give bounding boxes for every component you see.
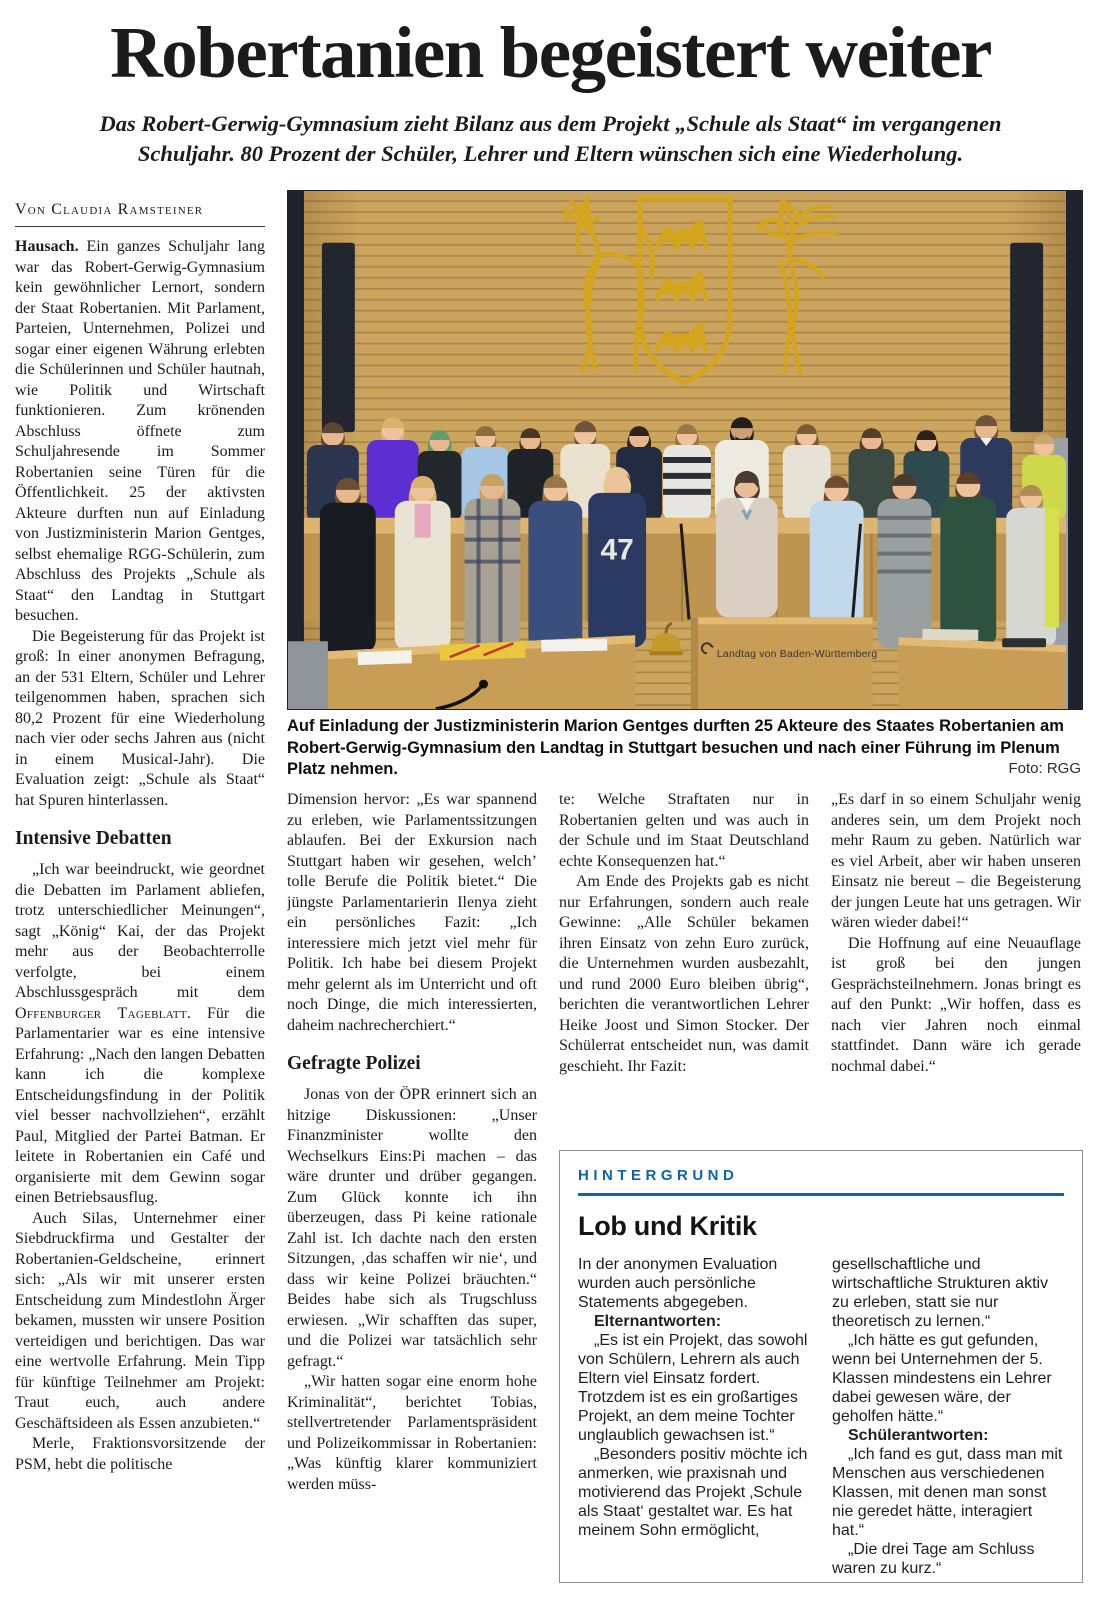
subheadline: Das Robert-Gerwig-Gymnasium zieht Bilanz aus dem Projekt „Schule als Staat“ im vergangenen Schuljahr. 80 Prozent der Schüler, Lehrer und Eltern wünschen sich eine Wiederholung. [99,111,1002,166]
article-paragraph: „Es darf in so einem Schuljahr wenig anderes sein, um dem Projekt noch mehr Raum zu geben. Natürlich war es viel Arbeit, aber wir haben unseren Einsatz nie bereut – die Begeisterung der jungen Leute hat uns getragen. Wir wären wieder dabei!“ [831,791,1081,931]
box-title: Lob und Kritik [578,1210,757,1241]
box-paragraph: In der anonymen Evaluation wurden auch persönliche Statements abgegeben. [578,1255,778,1311]
article-paragraph: te: Welche Straftaten nur in Robertanien gelten und was auch in der Schule und im Staat Deutschland echte Konsequenzen hat.“ [559,791,809,870]
kicker-rule [578,1193,1064,1196]
article-paragraph: Die Begeisterung für das Projekt ist groß: In einer anonymen Befragung, an der 531 Eltern, Schüler und Lehrer teilgenommen haben, sprachen sich 80,2 Prozent für eine Wiederholung nach vier oder sechs Jahren aus (nicht in einem Musical-Jahr). Die Evaluation zeigt: „Schule als Staat“ hat Spuren hinterlassen. [15,627,265,809]
left-speaker-panel [322,243,355,432]
byline: Von Claudia Ramsteiner [15,201,265,227]
lectern [691,617,877,709]
page-title: Robertanien begeistert weiter [110,12,991,93]
article-paragraph: Am Ende des Projekts gab es nicht nur Erfahrungen, sondern auch reale Gewinne: „Alle Schüler bekamen ihren Einsatz von zehn Euro zurück, die Unternehmen wurden ausbezahlt, und rund 2000 Euro bleiben übrig“, berichten die verantwortlichen Lehrer Heike Joost und Simon Stocker. Der Schülerrat entscheidet nun, was damit geschieht. Ihr Fazit: [559,873,809,1075]
article-photo [287,190,1083,710]
box-label: Elternantworten: [594,1312,722,1330]
person-figure [465,474,521,648]
box-kicker: HINTERGRUND [578,1167,739,1184]
article-column-1 [15,237,265,1603]
article-paragraph: „Wir hatten sogar eine enorm hohe Kriminalität“, berichtet Tobias, stellvertretender Parlamentspräsident und Polizeikommissar in Robertanien: „Was künftig klarer kommuniziert werden müss- [287,1373,537,1493]
section-subhead: Intensive Debatten [15,828,172,849]
box-label: Schülerantworten: [848,1426,989,1444]
box-paragraph: gesellschaftliche und wirtschaftliche Strukturen aktiv zu erleben, statt sie nur theoretisch zu lernen.“ [832,1255,1049,1330]
person-figure [528,476,582,650]
article-column-3 [559,790,809,1142]
photo-credit: Foto: RGG [1008,760,1081,777]
section-subhead: Gefragte Polizei [287,1053,421,1074]
article-column-2 [287,790,537,1603]
person-figure [878,474,932,648]
box-paragraph: „Die drei Tage am Schluss waren zu kurz.“ [832,1540,1035,1577]
box-paragraph: „Es ist ein Projekt, das sowohl von Schülern, Lehrern als auch Eltern viel Einsatz fordert. Trotzdem ist es ein großartiges Projekt, an dem meine Tochter unglaublich gewachsen ist.“ [578,1331,808,1444]
box-paragraph: „Ich fand es gut, dass man mit Menschen aus verschiedenen Klassen, mit denen man sonst nie geredet hätte, interagiert hat.“ [832,1445,1063,1539]
article-paragraph: „Ich war beeindruckt, wie geordnet die Debatten im Parlament abliefen, trotz unterschiedlicher Meinungen“, sagt „König“ Kai, der das Projekt mehr aus der Beobachterrolle verfolgte, bei einem Abschlussgespräch mit dem Offenburger Tageblatt. Für die Parlamentarier war es eine intensive Erfahrung: „Nach den langen Debatten kann ich die komplexe Entscheidungsfindung in der Politik viel besser nachvollziehen“, erzählt Paul, Mitglied der Partei Batman. Er leitete in Robertanien ein Café und organisierte mit dem Gewinn sogar einen Betriebsausflug. [15,861,265,1206]
article-paragraph: Merle, Fraktionsvorsitzende der PSM, hebt die politische [15,1435,265,1473]
left-pillar [288,191,304,709]
article-paragraph: Jonas von der ÖPR erinnert sich an hitzige Diskussionen: „Unser Finanzminister wollte den Wechselkurs Eins:Pi machen – das wäre drunter und drüber gegangen. Zum Glück konnte ich ihn überzeugen, dass Pi keine rationale Zahl ist. Ich dachte nach den ersten Sitzungen, ‚das schaffen wir nie‘, und dass wir keine Polizei bräuchten.“ Beides habe sich als Trugschluss erwiesen. „Wir schafften das super, und die Polizei war tatsächlich sehr gefragt.“ [287,1086,537,1370]
article-paragraph: Hausach. Ein ganzes Schuljahr lang war das Robert-Gerwig-Gymnasium kein gewöhnlicher Lernort, sondern der Staat Robertanien. Mit Parlament, Parteien, Unternehmen, Polizei und sogar einer eigenen Währung erlebten die Schülerinnen und Schüler hautnah, wie Politik und Wirtschaft funktionieren. Zum krönenden Abschluss öffnete zum Schuljahresende im Sommer Robertanien seine Türen für die Öffentlichkeit. 25 der aktivsten Akteure durften nun auf Einladung von Justizministerin Marion Gentges, selbst ehemalige RGG-Schülerin, zum Abschluss des Projekts „Schule als Staat“ den Landtag in Stuttgart besuchen. [15,238,265,624]
dateline: Hausach. [15,238,79,255]
lectern-sign: Landtag von Baden-Württemberg [716,649,878,661]
background-info-box [559,1150,1083,1583]
article-paragraph: Auch Silas, Unternehmer einer Siebdruckfirma und Gestalter der Robertanien-Geldscheine, erinnert sich: „Als wir mit unserer ersten Entscheidung zum Mindestlohn Ärger bekamen, mussten wir unsere Position verteidigen und berichtigen. Das war eine wertvolle Erfahrung. Mein Tipp für künftige Teilnehmer am Projekt: Traut euch, auch andere Geschäftsideen als Essen anzubieten.“ [15,1209,265,1432]
floor-steps [288,641,328,709]
newspaper-name: Offenburger Tageblatt [15,1004,187,1022]
jersey-number: 47 [600,533,634,567]
box-column-2 [832,1255,1064,1578]
box-paragraph: „Ich hätte es gut gefunden, wenn bei Unternehmen der 5. Klassen mindestens ein Lehrer dabei gewesen wäre, der geholfen hätte.“ [832,1331,1052,1425]
photo-caption: Auf Einladung der Justizministerin Marion Gentges durften 25 Akteure des Staates Robertanien am Robert-Gerwig-Gymnasium den Landtag in Stuttgart besuchen und nach einer Führung im Plenum Platz nehmen. Foto: RGG [287,717,1081,778]
article-paragraph: Dimension hervor: „Es war spannend zu erleben, wie Parlamentssitzungen ablaufen. Bei der Exkursion nach Stuttgart haben wir gesehen, welch’ tolle Berufe die Politik bietet.“ Die jüngste Parlamentarierin Ilenya zieht ein persönliches Fazit: „Ich interessiere mich jetzt viel mehr für Politik. Ich habe bei diesem Projekt mehr gelernt als im Unterricht und oft noch Dinge, die mich interessierten, daheim nachrecherchiert.“ [287,791,537,1034]
right-speaker-panel [1010,243,1043,432]
article-column-4 [831,790,1081,1142]
box-paragraph: „Besonders positiv möchte ich anmerken, wie praxisnah und motivierend das Projekt ‚Schule als Staat‘ gestaltet war. Es hat meinem Sohn ermöglicht, [578,1445,808,1539]
person-figure [940,472,996,646]
right-pillar [1066,191,1082,709]
landtag-group-photo [288,191,1082,709]
box-column-1 [578,1255,810,1578]
person-figure [1006,485,1059,647]
article-paragraph: Die Hoffnung auf eine Neuauflage ist groß bei den jungen Gesprächsteilnehmern. Jonas bringt es auf den Punkt: „Wir hoffen, dass es nach vier Jahren noch einmal stattfindet. Dann wäre ich gerade nochmal dabei.“ [831,934,1081,1075]
